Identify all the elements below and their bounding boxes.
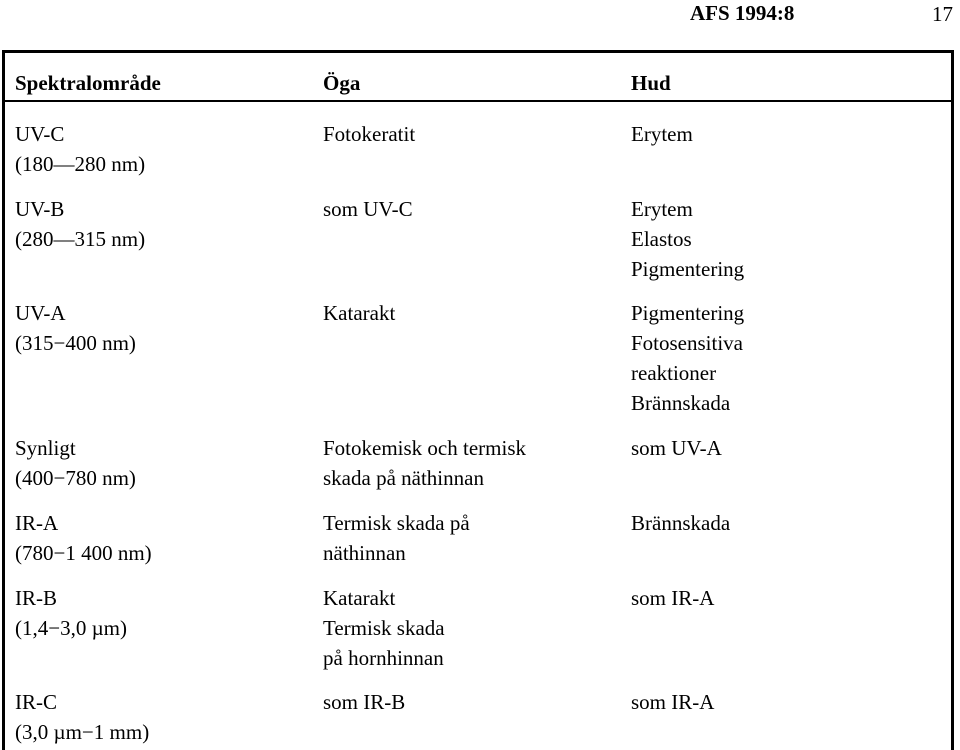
table-cell-eye [323,583,445,673]
cell-line: (1,4−3,0 µm) [15,616,128,640]
table-cell-range [15,433,136,493]
cell-line: som UV-A [631,436,722,460]
cell-line: (3,0 µm−1 mm) [15,720,150,744]
cell-line: UV-A [15,301,66,325]
page-header [0,0,960,30]
cell-line: Synligt [15,436,76,460]
cell-line: (400−780 nm) [15,466,136,490]
cell-line: Fotokeratit [323,122,416,146]
cell-line: Elastos [631,227,692,251]
table-cell-skin [631,194,744,284]
cell-line: Fotosensitiva [631,331,744,355]
cell-line: (180—280 nm) [15,152,146,176]
table-cell-eye [323,687,405,717]
cell-line: näthinnan [323,541,406,565]
table-cell-skin [631,687,714,717]
spectral-effects-table [2,50,954,750]
cell-line: Katarakt [323,301,396,325]
cell-line: (315−400 nm) [15,331,136,355]
table-cell-range [15,119,145,179]
cell-line: Erytem [631,122,693,146]
cell-line: (280—315 nm) [15,227,146,251]
table-cell-skin [631,433,722,463]
cell-line: Fotokemisk och termisk [323,436,526,460]
cell-line: Brännskada [631,511,731,535]
table-header-row [5,53,951,102]
table-cell-eye [323,433,526,493]
cell-line: Katarakt [323,586,396,610]
cell-line: Pigmentering [631,257,745,281]
table-cell-eye [323,298,395,328]
table-cell-skin [631,119,693,149]
cell-line: skada på näthinnan [323,466,484,490]
cell-line: Termisk skada på [323,511,470,535]
table-cell-range [15,194,145,254]
table-cell-eye [323,119,415,149]
table-cell-range [15,298,136,358]
cell-line: Brännskada [631,391,731,415]
cell-line: UV-C [15,122,65,146]
cell-line: Erytem [631,197,693,221]
table-cell-eye [323,508,470,568]
cell-line: på hornhinnan [323,646,444,670]
cell-line: (780−1 400 nm) [15,541,152,565]
column-header-eye: Öga [323,71,361,95]
cell-line: som IR-A [631,586,715,610]
cell-line: Pigmentering [631,301,745,325]
cell-line: som IR-B [323,690,406,714]
table-cell-range [15,687,149,747]
table-cell-eye [323,194,413,224]
cell-line: som UV-C [323,197,413,221]
table-cell-skin [631,508,730,538]
cell-line: UV-B [15,197,65,221]
table-cell-range [15,508,152,568]
table-cell-skin [631,583,714,613]
cell-line: som IR-A [631,690,715,714]
page-number: 17 [932,2,953,26]
table-cell-skin [631,298,744,418]
cell-line: IR-C [15,690,57,714]
cell-line: IR-A [15,511,59,535]
document-reference: AFS 1994:8 [690,1,795,25]
cell-line: reaktioner [631,361,717,385]
cell-line: Termisk skada [323,616,445,640]
column-header-spectral-range: Spektralområde [15,71,161,95]
table-cell-range [15,583,127,643]
cell-line: IR-B [15,586,57,610]
column-header-skin: Hud [631,71,671,95]
